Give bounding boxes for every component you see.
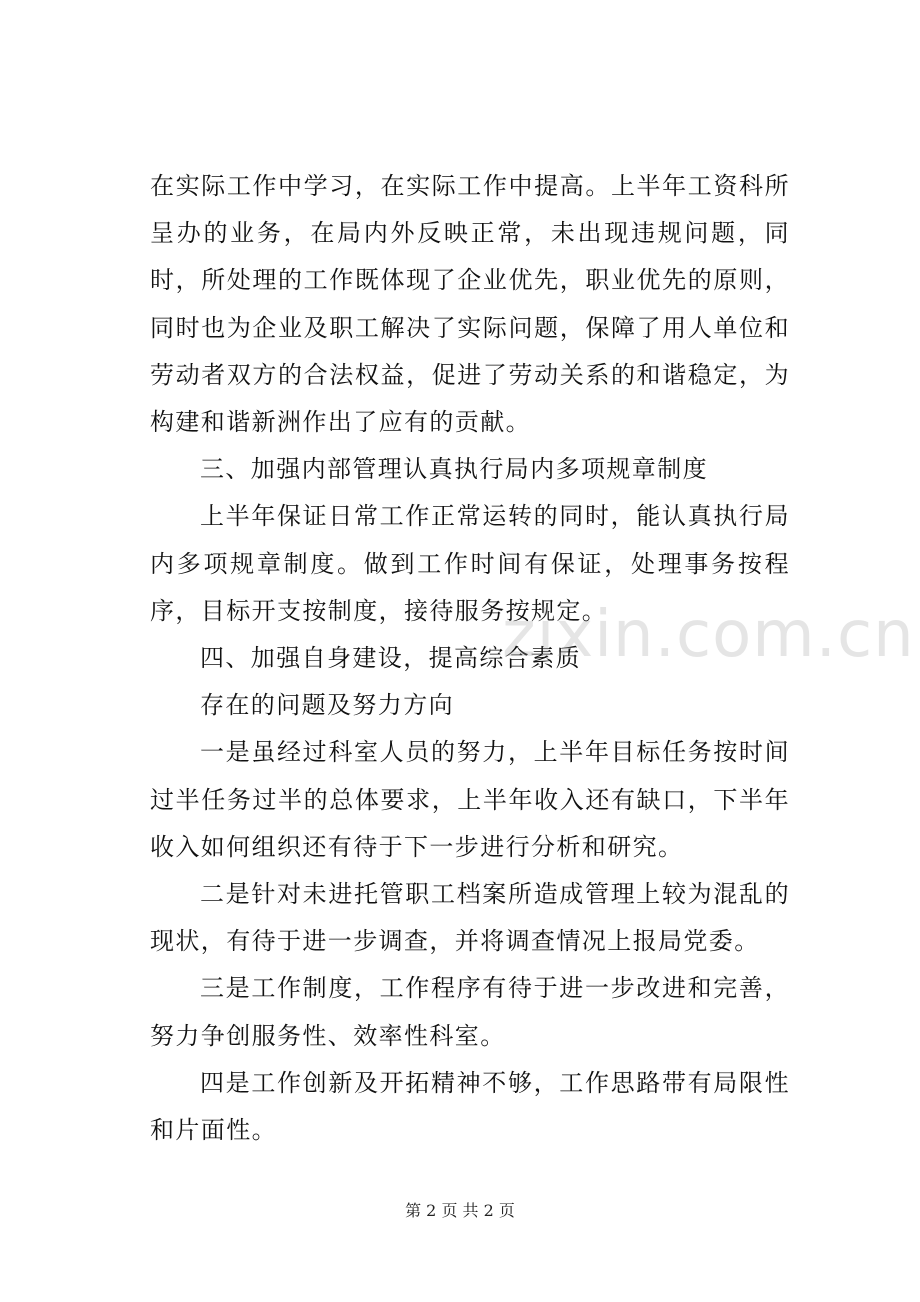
- heading-section-3: 三、加强内部管理认真执行局内多项规章制度: [200, 455, 708, 484]
- heading-section-4: 四、加强自身建设，提高综合素质: [200, 644, 581, 673]
- paragraph-2: 上半年保证日常工作正常运转的同时，能认真执行局内多项规章制度。做到工作时间有保证，处理事务按程序，目标开支按制度，接待服务按规定。: [150, 502, 790, 625]
- paragraph-problem-1: 一是虽经过科室人员的努力，上半年目标任务按时间过半任务过半的总体要求，上半年收入还有缺口，下半年收入如何组织还有待于下一步进行分析和研究。: [150, 738, 790, 861]
- paragraph-1: 在实际工作中学习，在实际工作中提高。上半年工资科所呈办的业务，在局内外反映正常，未出现违规问题，同时，所处理的工作既体现了企业优先，职业优先的原则，同时也为企业及职工解决了实际问题，保障了用人单位和劳动者双方的合法权益，促进了劳动关系的和谐稳定，为构建和谐新洲作出了应有的贡献。: [150, 172, 790, 437]
- heading-problems: 存在的问题及努力方向: [200, 691, 454, 720]
- paragraph-problem-2: 二是针对未进托管职工档案所造成管理上较为混乱的现状，有待于进一步调查，并将调查情况上报局党委。: [150, 880, 790, 956]
- paragraph-problem-3: 三是工作制度，工作程序有待于进一步改进和完善，努力争创服务性、效率性科室。: [150, 974, 790, 1050]
- document-body: [150, 163, 790, 1154]
- paragraph-problem-4: 四是工作创新及开拓精神不够，工作思路带有局限性和片面性。: [150, 1068, 790, 1145]
- page-footer: 第 2 页 共 2 页: [405, 1201, 515, 1220]
- watermark: zixin.com.cn: [502, 598, 915, 672]
